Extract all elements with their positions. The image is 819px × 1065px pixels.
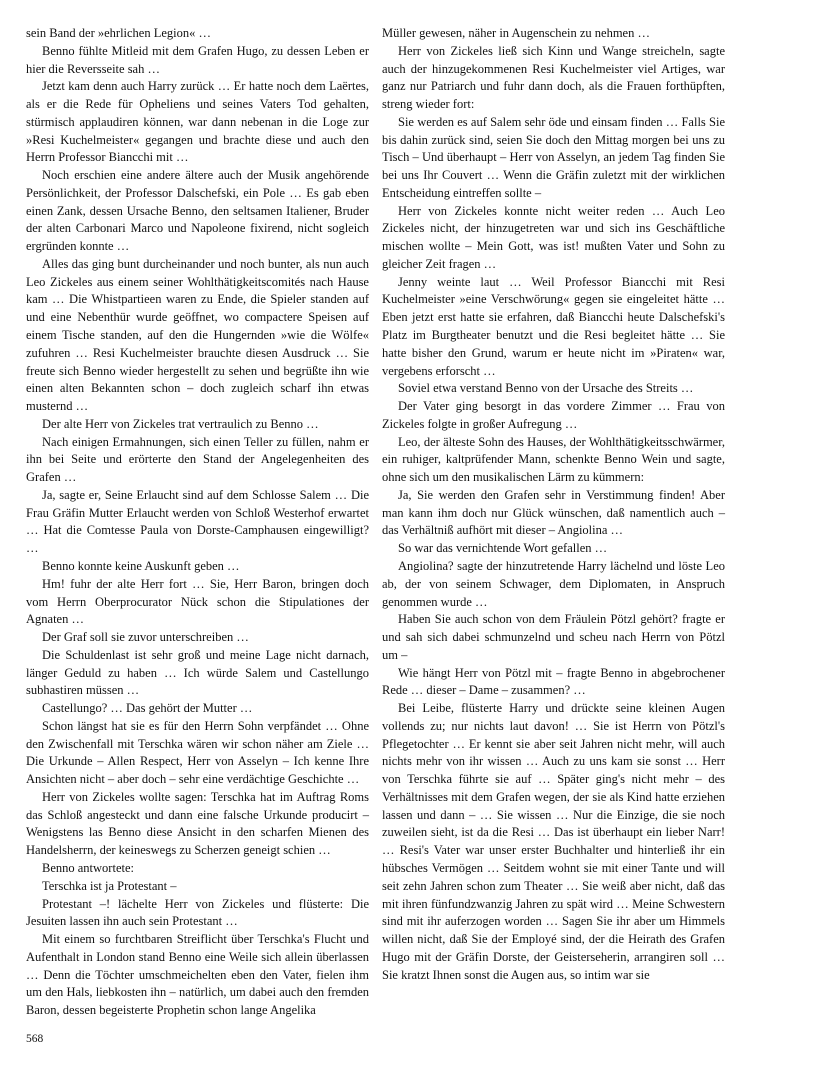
paragraph: Leo, der älteste Sohn des Hauses, der Wohlthätigkeitsschwärmer, ein ruhiger, kaltprüfender Mann, schenkte Benno Wein und sagte, ohne sich um den musikalischen Lärm zu kümmern: (382, 434, 725, 485)
paragraph: Herr von Zickeles wollte sagen: Terschka hat im Auftrag Roms das Schloß angesteckt und dann eine falsche Urkunde producirt – Wenigstens las Benno diese Ansicht in den scharfen Mienen des Handelsherrn, der keineswegs zu Scherzen geneigt schien … (26, 789, 369, 858)
right-column (382, 25, 725, 984)
paragraph: Ja, sagte er, Seine Erlaucht sind auf dem Schlosse Salem … Die Frau Gräfin Mutter Erlaucht werden von Schloß Westerhof erwartet … Hat die Comtesse Paula von Dorste-Camphausen eingewilligt? … (26, 487, 369, 556)
paragraph: Schon längst hat sie es für den Herrn Sohn verpfändet … Ohne den Zwischenfall mit Terschka wären wir schon näher am Ziele … Die Urkunde – Allen Respect, Herr von Asselyn – Ich kenne Ihre Ansichten nicht – aber doch – sehr eine verdächtige Geschichte … (26, 718, 369, 787)
paragraph: Müller gewesen, näher in Augenschein zu nehmen … (382, 26, 650, 40)
paragraph: Herr von Zickeles konnte nicht weiter reden … Auch Leo Zickeles nicht, der hinzugetreten war und sich ins Geschäftliche mischen wollte – Mein Gott, was ist! mußten Vater und Sohn zu gleicher Zeit fragen … (382, 203, 725, 271)
paragraph: Jetzt kam denn auch Harry zurück … Er hatte noch dem Laërtes, als er die Rede für Opheliens und seines Vaters Tod gehalten, stürmisch applaudiren können, war dann nebenan in die Loge zur »Resi Kuchelmeister« gegangen und brachte diese und auch den Herrn Professor Biancchi mit … (26, 79, 369, 165)
paragraph: Herr von Zickeles ließ sich Kinn und Wange streicheln, sagte auch der hinzugekommenen Resi Kuchelmeister viel Artiges, war ganz nur Patriarch und fuhr dann doch, als die Frauen forthüpften, streng wieder fort: (382, 43, 725, 112)
paragraph: Bei Leibe, flüsterte Harry und drückte seine kleinen Augen vollends zu; nur nichts laut davon! … Sie ist Herrn von Pötzl's Pflegetochter … Er kennt sie aber seit Jahren nicht mehr, will auch nichts mehr von ihr wissen … Auch zu uns kam sie sonst … Herr von Terschka führte sie auf … Später ging's nicht mehr – des Verhältnisses mit dem Grafen wegen, der sie als Kind hatte erziehen lassen und dann – … Sie wissen … Nur die Einzige, die sie noch zuweilen sieht, ist da die Resi … Das ist überhaupt ein lieber Narr! … Resi's Vater war unser erster Buchhalter und hinterließ ihr ein hübsches Vermögen … Seitdem wohnt sie mit einer Tante und will seit zehn Jahren schon zum Theater … Sie weiß aber nicht, daß das mit ihren fünfundzwanzig Jahren zu spät wird … Meine Schwestern sind mit ihr auferzogen worden … Sagen Sie ihr aber um Himmels willen nicht, daß Sie der Employé sind, der die Heirath des Grafen Hugo mit der Gräfin Dorste, der Geisterseherin, arrangiren soll … Sie kratzt Ihnen sonst die Augen aus, so intim war sie (382, 701, 725, 982)
paragraph: Ja, Sie werden den Grafen sehr in Verstimmung finden! Aber man kann ihm doch nur Glück wünschen, daß namentlich auch – das Verhältniß aufhört mit dieser – Angiolina … (382, 487, 725, 538)
paragraph: Der Vater ging besorgt in das vordere Zimmer … Frau von Zickeles folgte in großer Aufregung … (382, 399, 725, 431)
paragraph: Benno fühlte Mitleid mit dem Grafen Hugo, zu dessen Leben er hier die Reversseite sah … (26, 43, 369, 76)
paragraph: Benno konnte keine Auskunft geben … (42, 558, 240, 573)
paragraph: Terschka ist ja Protestant – (42, 878, 177, 893)
paragraph: Angiolina? sagte der hinzutretende Harry lächelnd und löste Leo ab, der von seinem Schwager, dem Diplomaten, in Anspruch genommen wurde … (382, 558, 725, 609)
paragraph: Hm! fuhr der alte Herr fort … Sie, Herr Baron, bringen doch vom Herrn Oberprocurator Nück schon die Stipulationes der Agnaten … (26, 576, 369, 627)
paragraph: Nach einigen Ermahnungen, sich einen Teller zu füllen, nahm er ihn bei Seite und erörterte den Stand der Angelegenheiten des Grafen … (26, 434, 369, 485)
left-column (26, 25, 369, 1020)
paragraph: Benno antwortete: (42, 860, 134, 875)
paragraph: So war das vernichtende Wort gefallen … (398, 541, 608, 556)
paragraph: Mit einem so furchtbaren Streiflicht über Terschka's Flucht und Aufenthalt in London stand Benno eine Weile sich allein überlassen … Denn die Töchter umschmeichelten eben den Vater, fielen ihm um den Hals, liebkosten ihn – natürlich, um dabei auch den fremden Baron, dessen begeisterte Prophetin schon lange Angelika (26, 932, 369, 1018)
paragraph: Castellungo? … Das gehört der Mutter … (42, 701, 253, 716)
paragraph: Soviel etwa verstand Benno von der Ursache des Streits … (398, 381, 694, 396)
paragraph: Protestant –! lächelte Herr von Zickeles und flüsterte: Die Jesuiten lassen ihn auch sein Protestant … (26, 896, 369, 929)
page-number: 568 (26, 1033, 44, 1045)
paragraph: Die Schuldenlast ist sehr groß und meine Lage nicht darnach, länger Geduld zu haben … Ich würde Salem und Castellungo subhastiren müssen … (26, 647, 369, 698)
paragraph: Alles das ging bunt durcheinander und noch bunter, als nun auch Leo Zickeles aus einem seiner Wohlthätigkeitscomités nach Hause kam … Die Whistpartieen waren zu Ende, die Spieler standen auf und eine Nebenthür wurde geöffnet, wo compactere Speisen auf einem Tische standen, auf den die Hungernden »wie die Wölfe« zufuhren … Resi Kuchelmeister brauchte diesen Ausdruck … Sie freute sich Benno wieder hergestellt zu sehen und begrüßte ihn wie einen alten Bekannten schon – doch zugleich scharf ihn etwas musternd … (26, 256, 369, 414)
paragraph: Wie hängt Herr von Pötzl mit – fragte Benno in abgebrochener Rede … dieser – Dame – zusammen? … (382, 665, 725, 698)
paragraph: Der alte Herr von Zickeles trat vertraulich zu Benno … (42, 416, 319, 431)
paragraph: Jenny weinte laut … Weil Professor Biancchi mit Resi Kuchelmeister »eine Verschwörung« gegen sie eingeleitet hätte … Eben jetzt erst hatte sie erfahren, daß Biancchi heute Dalschefski's Platz im Burgtheater benutzt und die Resi begleitet hätte … Sie hatte bisher den Grund, warum er heute nicht im »Piraten« war, vergebens erforscht … (382, 274, 725, 378)
paragraph: Sie werden es auf Salem sehr öde und einsam finden … Falls Sie bis dahin zurück sind, seien Sie doch den Mittag morgen bei uns zu Tisch – Und überhaupt – Herr von Asselyn, an jedem Tag finden Sie bei uns Ihr Couvert … Wenn die Gräfin zuletzt mit der wirklichen Entscheidung eintreffen sollte – (382, 114, 725, 200)
paragraph: sein Band der »ehrlichen Legion« … (26, 26, 212, 40)
paragraph: Haben Sie auch schon von dem Fräulein Pötzl gehört? fragte er und sah sich dabei schmunzelnd und scheu nach Herrn von Pötzl um – (382, 612, 725, 662)
paragraph: Noch erschien eine andere ältere auch der Musik angehörende Persönlichkeit, der Professor Dalschefski, ein Pole … Es gab eben einen Zank, dessen Ursache Benno, den seltsamen Italiener, Bruder der alten Carbonari Marco und Napoleone fixirend, nicht sogleich ergründen konnte … (26, 168, 369, 254)
paragraph: Der Graf soll sie zuvor unterschreiben … (42, 630, 249, 645)
